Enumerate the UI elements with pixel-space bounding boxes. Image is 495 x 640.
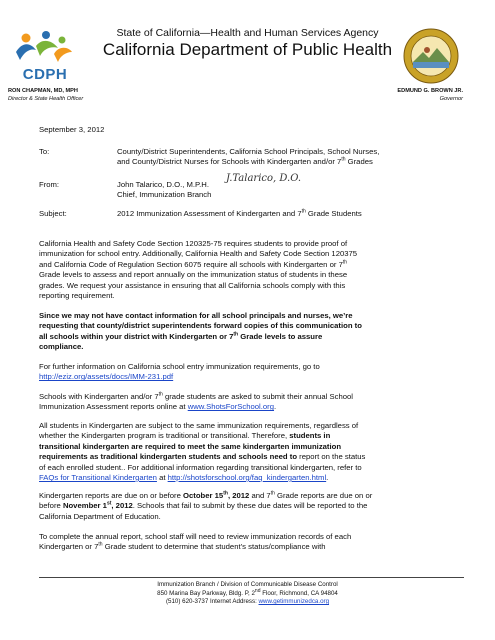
- paragraph-5: [39, 421, 464, 483]
- p5-bold-line: requirements as traditional kindergarten students and schools need to: [39, 452, 298, 462]
- footer-address: 850 Marina Bay Parkway, Bldg. P, 2: [157, 589, 255, 597]
- faq-transitional-link[interactable]: FAQs for Transitional Kindergarten: [39, 473, 157, 483]
- governor-title: Governor: [439, 95, 463, 102]
- to-line-2: [117, 157, 379, 167]
- p6-line: and 7: [249, 491, 271, 500]
- footer-address-end: Floor, Richmond, CA 94804: [260, 589, 338, 597]
- footer-line-3: [0, 598, 495, 607]
- p1-line: grades. We request your assistance in ensuring that all California schools comply with this: [39, 280, 346, 290]
- logo-text: CDPH: [22, 66, 68, 83]
- footer-divider: [39, 577, 464, 578]
- p2-line: Since we may not have contact information for all school principals and nurses, we’re: [39, 311, 353, 320]
- faq-kindergarten-link[interactable]: http://shotsforschool.org/faq_kindergarten.html: [167, 473, 327, 483]
- paragraph-2: [39, 311, 464, 353]
- p5-line: whether the Kindergarten program is traditional or transitional. Therefore,: [39, 431, 290, 441]
- p6-line: California Department of Education.: [39, 511, 161, 521]
- p6-sup: th: [270, 490, 275, 497]
- to-line-1: County/District Superintendents, California School Principals, School Nurses,: [117, 147, 380, 156]
- p1-line: reporting requirement.: [39, 291, 115, 301]
- signature: J.Talarico, D.O.: [226, 173, 302, 184]
- getimmunized-link[interactable]: www.getimmunizedca.org: [258, 598, 330, 606]
- governor-name: EDMUND G. BROWN JR.: [397, 88, 463, 94]
- p2-line: all schools within your district with Kindergarten or 7: [39, 331, 234, 341]
- department-name: California Department of Public Health: [102, 40, 393, 59]
- director-title: Director & State Health Officer: [8, 95, 84, 102]
- p3-line: For further information on California school entry immunization requirements, go to: [39, 362, 320, 371]
- p7-sup: th: [98, 541, 103, 548]
- p4-line-end: grade students are asked to submit their annual School: [162, 392, 353, 401]
- due-date-k: October 15: [183, 491, 224, 500]
- subject-end: Grade Students: [305, 209, 362, 218]
- p2-line: requesting that county/district superintendents forward copies of this communication to: [39, 321, 362, 331]
- p4-line: Schools with Kindergarten and/or 7: [39, 392, 159, 401]
- to-line-2-text: and County/District Nurses for Schools with Kindergarten and/or 7: [117, 157, 342, 167]
- agency-name: State of California—Health and Human Services Agency: [116, 27, 379, 39]
- director-name: RON CHAPMAN, MD, MPH: [8, 88, 78, 94]
- governor-block: [397, 88, 463, 103]
- p5-bold-line: transitional kindergarten are required to meet the same kindergarten immunization: [39, 441, 342, 451]
- p1-sup: th: [342, 259, 348, 266]
- p7-line: To complete the annual report, school staff will need to review immunization records of each: [39, 532, 352, 541]
- from-line-2: Chief, Immunization Branch: [117, 190, 212, 200]
- due-date-k-sup: th: [223, 490, 228, 497]
- due-date-k-year: , 2012: [227, 491, 250, 500]
- p6-line-end: . Schools that fail to submit by these due dates will be reported to the: [132, 501, 368, 511]
- p2-line: compliance.: [39, 342, 84, 352]
- imm-231-link[interactable]: http://eziz.org/assets/docs/IMM-231.pdf: [39, 372, 174, 382]
- from-sender: [117, 180, 211, 201]
- p4-line: Immunization Assessment reports online at: [39, 402, 188, 412]
- subject-text: [117, 209, 362, 219]
- to-label: To:: [39, 147, 50, 156]
- p2-line-end: Grade levels to assure: [238, 331, 323, 341]
- due-date-7-year: , 2012: [111, 501, 133, 511]
- paragraph-4: [39, 392, 464, 413]
- due-date-7-sup: st: [106, 500, 112, 507]
- p5-at: at: [156, 473, 168, 483]
- p1-line: California Health and Safety Code Section 120325-75 requires students to provide proof of: [39, 239, 348, 248]
- p6-line-end: Grade reports are due on or: [274, 491, 373, 500]
- from-line-1: John Talarico, D.O., M.P.H.: [117, 180, 209, 189]
- p1-line: Grade levels to assess and report annually on the immunization status of students in these: [39, 270, 348, 280]
- paragraph-1: [39, 239, 464, 301]
- p5-period: .: [326, 473, 329, 483]
- p4-period: .: [274, 402, 277, 412]
- p5-line: of each enrolled student.. For additional information regarding transitional kindergarten, refer to: [39, 462, 362, 472]
- footer-sup: nd: [254, 587, 261, 594]
- p4-sup: th: [158, 391, 163, 398]
- p7-line-end: Grade student to determine that student’s status/compliance with: [102, 542, 326, 552]
- subject-label: Subject:: [39, 209, 67, 218]
- p1-line: immunization for school entry. Additionally, California Health and Safety Code Section 120375: [39, 249, 358, 259]
- p2-sup: th: [233, 331, 239, 338]
- paragraph-7: [39, 532, 464, 553]
- p7-line: Kindergarten or 7: [39, 542, 99, 552]
- state-seal-icon: [403, 28, 459, 84]
- p6-line: before: [39, 501, 63, 511]
- p1-line: and California Code of Regulation Section 6075 require all schools with Kindergarten or 7: [39, 259, 343, 269]
- p5-line-end: report on the status: [297, 452, 366, 462]
- footer-line-2: [0, 587, 495, 599]
- subject-sup: th: [301, 208, 306, 215]
- to-recipients: [117, 147, 379, 168]
- from-label: From:: [39, 180, 60, 189]
- to-sup: th: [341, 156, 346, 163]
- paragraph-3: [39, 362, 464, 383]
- footer: [0, 581, 495, 607]
- paragraph-6: [39, 491, 464, 522]
- director-block: [8, 88, 83, 103]
- letter-date: September 3, 2012: [39, 125, 105, 134]
- footer-line-1: Immunization Branch / Division of Communicable Disease Control: [157, 581, 338, 588]
- shots-for-school-link[interactable]: www.ShotsForSchool.org: [187, 402, 275, 412]
- p5-bold: students in: [289, 431, 331, 441]
- footer-phone: (510) 620-3737 Internet Address:: [165, 598, 259, 606]
- p6-line: Kindergarten reports are due on or before: [39, 491, 184, 500]
- due-date-7: November 1: [62, 501, 107, 511]
- to-line-2-end: Grades: [345, 157, 373, 167]
- subject-main: 2012 Immunization Assessment of Kindergarten and 7: [117, 209, 302, 218]
- p5-line: All students in Kindergarten are subject to the same immunization requirements, regardless of: [39, 421, 359, 430]
